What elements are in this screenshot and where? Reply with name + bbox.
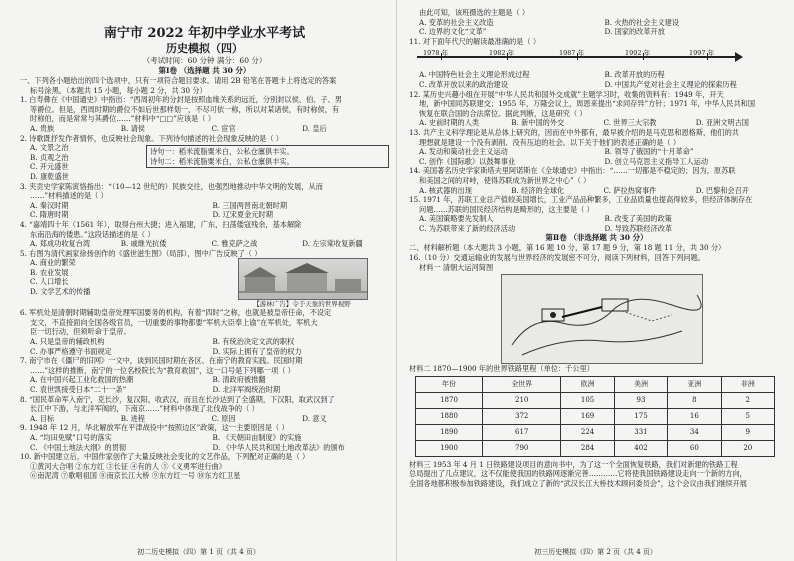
question-text: 8. “国民革命军入南宁，克长沙，复汉阳，收武汉，而且在长沙达到了全盛期，下汉阳，取武汉到了	[20, 394, 335, 404]
option-d: D. 巴黎和会召开	[695, 185, 749, 195]
option-d: D. 国家的改革开放	[604, 27, 665, 37]
exam-subtitle: 历史模拟（四）	[166, 42, 243, 55]
table-cell: 331	[614, 424, 667, 440]
question-4	[20, 220, 389, 249]
option-a: A. “均田免赋”口号的落实	[30, 433, 112, 442]
option-c: C. 为苏联带来了新的经济活动	[419, 223, 516, 233]
question-16-text: 16.（10 分）交通运输业的发展与世界经济的发展密不可分，阅读下列材料，回答下列问题。	[409, 253, 705, 263]
question-text: 支文，不直接面向全国各级官员，一切重要的事物都要“军机大臣奉上谕”在军机处，军机大	[30, 317, 318, 327]
table-cell: 169	[561, 408, 614, 424]
option-d: D. 创立马克思主义指导工人运动	[604, 156, 709, 166]
question-5	[20, 249, 389, 309]
poem-box	[146, 145, 389, 168]
question-text: ……”这样的推断，南宁的一位名校院长为“教育救国”，这一口号是下列哪一项（ ）	[30, 365, 295, 375]
table-cell: 790	[483, 440, 561, 456]
option-a: A. 郑成功收复台湾	[30, 239, 91, 249]
option-d: D. 实际上拥有了皇帝的权力	[212, 346, 302, 356]
painting-caption: 【游林广告】令于天象的世界视野	[253, 300, 351, 309]
table-cell: 1890	[416, 424, 483, 440]
question-1	[20, 95, 389, 133]
table-cell: 5	[721, 408, 774, 424]
question-text: 11. 对下面年代尺的解读最准确的是（ ）	[409, 36, 541, 46]
material-2-title: 材料二 1870—1900 年的世界铁路里程（单位：千公里）	[409, 364, 594, 374]
option-c: C. 边界的文化“文革”	[419, 27, 487, 37]
question-7	[20, 356, 389, 394]
question-text: ①黄河大合唱 ②东方红 ③长征 ④有的人 ⑤《义勇军进行曲》	[30, 461, 227, 471]
question-text: 恢复在联合国的合法席位。据此判断，这是研究（ ）	[419, 108, 587, 118]
question-3	[20, 182, 389, 220]
option-c: C. 开元盛世	[30, 162, 69, 172]
table-cell: 372	[483, 408, 561, 424]
option-b: B. 《天朝田亩制度》的实施	[212, 433, 302, 442]
question-text: 问题……苏联的国民经济结构是畸形的，这主要是（ ）	[419, 204, 594, 214]
material-text: 全国各地都积极参加铁路建设，我们成立了新的“武汉长江大桥技术顾问委员会”，这个会议由我们继续开展	[409, 479, 747, 489]
table-cell: 34	[668, 424, 721, 440]
exam-title: 南宁市 2022 年初中学业水平考试	[103, 26, 306, 41]
material-3	[409, 460, 784, 489]
table-cell: 224	[561, 424, 614, 440]
question-text: 臣一切行动，但须听命于皇帝。	[30, 327, 131, 337]
column-header: 非洲	[721, 376, 774, 392]
question-text: 4. “嘉靖四十年（1561 年），取得台州大捷；进入福建，广东，扫荡倭寇残余，基本解除	[20, 219, 302, 229]
option-b: B. 三国两晋南北朝时期	[212, 200, 288, 210]
question-text: 时称伯，而是常常与其爵位……”材料中“□□”应该是（ ）	[30, 114, 216, 124]
question-10-options	[409, 18, 784, 37]
option-c: C. 改革开放以来的政治建设	[419, 79, 508, 89]
table-cell: 16	[668, 408, 721, 424]
table-cell: 8	[668, 392, 721, 408]
option-a: A. 贵族	[30, 123, 55, 133]
question-10	[20, 452, 389, 481]
option-b: B. 领导了俄国的“十月革命”	[604, 147, 694, 157]
option-d: D. 左宗棠收复新疆	[302, 239, 363, 249]
question-2	[20, 134, 389, 182]
poem-line: 诗句一：稻米流脂粟米白，公私仓廪俱丰实。	[150, 147, 294, 157]
question-text: 等爵位。但是，西周时期的爵位不如后世那样划一，不尽可依一称，所以对某诸侯，有时称侯，有	[30, 104, 340, 114]
question-11	[409, 37, 784, 90]
column-header: 欧洲	[561, 376, 614, 392]
question-text: 6. 军机处是清朝时期辅助皇帝处理军国要务的机构，有着“四时”之称，也就是被皇帝任命，不设定	[20, 308, 332, 318]
section-2-intro: 二、材料解析题（本大题共 3 小题，第 16 题 10 分，第 17 题 9 分，第 18 题 11 分，共 30 分）	[409, 243, 726, 253]
question-15	[409, 195, 784, 233]
option-b: B. 贞观之治	[30, 152, 69, 162]
question-8	[20, 395, 389, 424]
table-cell: 402	[614, 440, 667, 456]
column-header: 美洲	[614, 376, 667, 392]
table-row	[416, 392, 775, 408]
option-c: C. 袁世凯接受日本“二十一条”	[30, 385, 127, 395]
option-c: C. 创作《国际歌》以鼓舞事业	[419, 156, 516, 166]
question-text: 地，新中国同苏联建交；1955 年，万隆会议上，周恩来提出“求同存异”方针；1971 年，中华人民共和国	[419, 99, 756, 109]
painting-image	[238, 258, 368, 300]
option-b: B. 改革开放的历程	[604, 70, 665, 80]
table-cell: 175	[614, 408, 667, 424]
option-a: A. 核武器的出现	[419, 185, 472, 195]
option-a: A. 目标	[30, 413, 55, 423]
timeline-year: 1992 年	[625, 49, 651, 58]
option-d: D. 导致苏联经济改革	[604, 223, 673, 233]
option-d: D. 中国共产党对社会主义理论的探索历程	[604, 79, 737, 89]
option-a: A. 美国策略要先发制人	[419, 214, 494, 224]
option-a: A. 发动和策动社会主义运动	[419, 147, 508, 157]
question-12	[409, 90, 784, 128]
option-b: B. 请侯	[120, 123, 145, 133]
poem-line: 诗句二：稻米流脂粟米白，公私仓廪俱丰实。	[150, 156, 294, 166]
option-c: C. 人口增长	[30, 277, 69, 287]
table-cell: 20	[721, 440, 774, 456]
option-c: C. 原因	[211, 413, 236, 423]
table-cell: 2	[721, 392, 774, 408]
table-cell: 617	[483, 424, 561, 440]
section-2-heading: 第Ⅱ卷 （非选择题 共 30 分）	[545, 233, 648, 243]
canal-map	[501, 274, 703, 364]
question-14	[409, 166, 784, 195]
option-d: D. 康乾盛世	[30, 171, 69, 181]
timeline-arrow	[735, 52, 743, 62]
table-row	[416, 408, 775, 424]
table-cell: 284	[561, 440, 614, 456]
option-b: B. 经济的全球化	[511, 185, 565, 195]
option-b: B. 进程	[120, 413, 145, 423]
option-d: D. 皇后	[302, 123, 327, 133]
option-a: A. 在中国兴起工业化救国的热潮	[30, 375, 134, 385]
option-b: B. 农业发展	[30, 267, 69, 277]
table-cell: 1880	[416, 408, 483, 424]
instructions-line: 标号涂黑。（本题共 15 小题，每小题 2 分，共 30 分）	[30, 85, 207, 95]
question-text: 14. 美国著名历史学家斯塔夫里阿诺斯在《全球通史》中指出：“……一切都是不稳定的；因为，原苏联	[409, 166, 736, 176]
option-d: D. 北洋军阀统治时期	[212, 385, 281, 395]
page-footer: 初三历史模拟（四）第 2 页（共 4 页）	[534, 548, 657, 556]
column-header: 年份	[416, 376, 483, 392]
timeline-year: 1987 年	[559, 49, 585, 58]
table-cell: 210	[483, 392, 561, 408]
page-footer: 初二历史模拟（四）第 1 页（共 4 页）	[137, 548, 260, 556]
table-cell: 105	[561, 392, 614, 408]
table-cell: 1870	[416, 392, 483, 408]
option-a: A. 只是皇帝的辅政机构	[30, 337, 105, 347]
option-d: D. 文学艺术的传播	[30, 287, 91, 297]
option-a: A. 变革的社会主义改造	[419, 17, 494, 27]
option-a: A. 中国特色社会主义理论形成过程	[419, 70, 530, 80]
question-text: 和美国之间的对峙，使得苏联成为新世界之中心”（ ）	[419, 175, 591, 185]
question-text: 9. 1948 年 12 月，华北解放军在平津战役中“按照边区”政策，这一主要原因是（ ）	[20, 423, 289, 433]
table-cell: 60	[668, 440, 721, 456]
material-1-title: 材料一 清朝大运河简图	[419, 262, 494, 272]
question-text: 15. 1971 年，苏联工业总产值较美国增长，工业产品品种繁多，工业品质量也提高得较多，但经济体制存在	[409, 195, 753, 205]
option-b: B. 有统治决定文武的职权	[212, 337, 295, 347]
option-b: B. 火热的社会主义建设	[604, 17, 680, 27]
section-1-heading: 第Ⅰ卷 （选择题 共 30 分）	[158, 66, 251, 75]
timeline-year: 1997 年	[689, 49, 715, 58]
option-a: A. 商业的繁荣	[30, 258, 76, 268]
option-c: C. 办事严格遵守书面规定	[30, 346, 112, 356]
question-text: 3. 夹贡史学家陈寅恪指出：“（10—12 世纪的）民族交往，也强烈地推动中华文明的发展，从而	[20, 181, 323, 191]
material-text: 总局提出了几点建议，这不仅能使我国的铁路网逐渐完善…………它将使我国铁路建设走向一个新的方向，	[409, 469, 747, 479]
option-b: B. 戚继光抗倭	[120, 239, 167, 249]
option-d: D. 意义	[302, 413, 327, 423]
question-13	[409, 128, 784, 166]
question-text: 7. 南宁市在《僵尸的旧网》一文中，谈到民国时期在各区、在南宁的教育实践。民国时期	[20, 356, 303, 366]
question-text: 5. 右图为清代画家徐扬创作的《盛世滋生图》（局部），图中广告反映了（ ）	[20, 248, 262, 258]
column-header: 全世界	[483, 376, 561, 392]
railway-table	[415, 376, 775, 457]
table-header-row	[416, 376, 775, 392]
right-page	[397, 0, 794, 561]
question-text: 理想就是建设一个没有剥削、没有压迫的社会。以下关于他们的表述正确的是（ ）	[419, 137, 681, 147]
question-text: 2. 诗歌既抒发作者情怀，也反映社会现象。下列诗句描述的社会现象反映的是（ ）	[20, 133, 283, 143]
timeline	[417, 46, 784, 68]
table-row	[416, 424, 775, 440]
option-c: C. 隋唐时期	[30, 210, 69, 220]
instructions-line: 一、下列各小题给出的四个选项中，只有一项符合题目要求。请用 2B 铅笔在答题卡上将选定的答案	[20, 76, 337, 85]
option-a: A. 史前时期的人类	[419, 118, 480, 128]
question-text: 东南沿海的倭患。”这段话描述的是（ ）	[30, 229, 155, 239]
question-text: ⑥南泥湾 ⑦歌唱祖国 ⑧南京长江大桥 ⑨东方红一号 ⑩东方红卫星	[30, 471, 241, 481]
question-text: 10. 新中国建立后，中国作家创作了大量反映社会变化的文艺作品，下列配对正确的是（ ）	[20, 452, 310, 462]
table-cell: 93	[614, 392, 667, 408]
question-6	[20, 308, 389, 356]
option-b: B. 改变了美国的政策	[604, 214, 672, 224]
timeline-year: 1978 年	[423, 49, 449, 58]
table-cell: 9	[721, 424, 774, 440]
table-cell: 1900	[416, 440, 483, 456]
column-header: 亚洲	[668, 376, 721, 392]
option-d: D. 《中华人民共和国土地改革法》的颁布	[212, 442, 345, 452]
exam-meta: （考试时间：60 分钟 满分：60 分）	[142, 56, 267, 65]
option-d: D. 亚洲文明古国	[695, 118, 749, 128]
question-text: 由此可知，该班摄选的主题是（ ）	[419, 8, 530, 17]
question-text: 13. 共产主义科学理论是从总体上研究的，因而在中外都有，最早被介绍的是马克思和恩格斯，他们的共	[409, 127, 739, 137]
question-text: 12. 某历史兴趣小组在开展“中华人民共和国外交成就”主题学习时，收集的资料有：1949 年，开天	[409, 89, 724, 99]
timeline-year: 1982 年	[489, 49, 515, 58]
material-text: 材料三 1953 年 4 月 1 日铁路建设项目的意向书中，为了这一个全面恢复铁路，我们对新建的铁路工程	[409, 459, 738, 469]
option-c: C. 萨拉热窝事件	[603, 185, 657, 195]
option-a: A. 文景之治	[30, 143, 69, 153]
question-text: 1. 白寿彝在《中国通史》中指出：“西周初年的分封是按照血缘关系的远近，分别封以侯、伯、子、男	[20, 95, 342, 105]
option-a: A. 秦汉时期	[30, 200, 69, 210]
option-c: C. 宦官	[211, 123, 236, 133]
option-c: C. 世界三大宗教	[603, 118, 657, 128]
option-b: B. 清政府被推翻	[212, 375, 266, 385]
question-9	[20, 423, 389, 452]
option-c: C. 雅克萨之战	[211, 239, 258, 249]
option-c: C. 《中国土地法大纲》的贯彻	[30, 442, 127, 452]
option-b: B. 新中国的外交	[511, 118, 565, 128]
question-text: ……”材料描述的是（ ）	[30, 191, 108, 201]
question-text: 长江中下游，与北洋军阀的，下南京……”材料中体现了北伐战争的（ ）	[30, 404, 259, 414]
option-d: D. 辽宋夏金元时期	[212, 210, 273, 220]
table-row	[416, 440, 775, 456]
